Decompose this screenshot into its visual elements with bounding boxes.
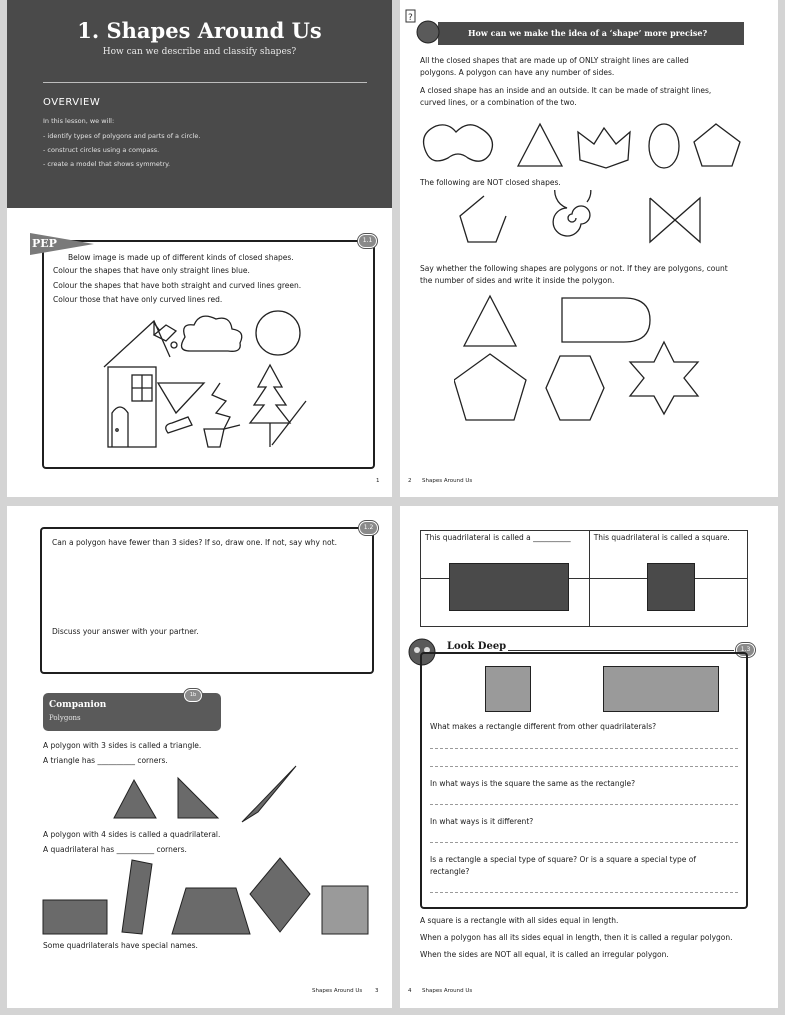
look-deep-square — [485, 666, 531, 712]
polygon-question: Can a polygon have fewer than 3 sides? If so, draw one. If not, say why not. — [52, 538, 337, 547]
essential-question: How can we make the idea of a ‘shape’ more precise? — [468, 28, 708, 38]
polygon-task-shapes — [454, 290, 714, 430]
example-rectangle — [43, 900, 107, 934]
airplane-shape — [154, 323, 176, 341]
look-deep-question: Is a rectangle a special type of square? Or is a square a special type of — [430, 855, 697, 864]
example-scalene-triangle — [242, 766, 296, 822]
triangle-shape — [158, 383, 204, 413]
lesson-header — [7, 0, 392, 208]
page-folio: 4 — [408, 988, 412, 994]
example-parallelogram — [122, 860, 152, 934]
quadrilateral-examples — [40, 856, 370, 940]
overview-title: OVERVIEW — [43, 97, 101, 108]
polygon-task: Say whether the following shapes are polygons or not. If they are polygons, count — [420, 264, 728, 273]
pep-scene-drawing — [90, 305, 320, 455]
closed-shape-text: curved lines, or a combination of the two. — [420, 98, 577, 107]
thinker-icon — [404, 8, 444, 48]
pep-instruction: Below image is made up of different kinds of closed shapes. — [68, 253, 294, 262]
look-deep-question: rectangle? — [430, 867, 470, 876]
companion-title: Companion — [49, 700, 107, 710]
pentagon-outline — [694, 124, 740, 166]
regular-polygon-note: When a polygon has all its sides equal in length, then it is called a regular polygon. — [420, 933, 733, 942]
polygon-task: the number of sides and write it inside the polygon. — [420, 276, 615, 285]
flowerpot-shape — [204, 429, 224, 447]
bowtie-shape — [650, 198, 700, 242]
pep-instruction: Colour those that have only curved lines red. — [53, 295, 223, 304]
running-head: Shapes Around Us — [312, 988, 363, 994]
look-deep-question: In what ways is it different? — [430, 817, 534, 826]
tree-shape — [250, 365, 290, 423]
triangle-corners: A triangle has __________ corners. — [43, 756, 168, 765]
irregular-polygon-note: When the sides are NOT all equal, it is called an irregular polygon. — [420, 950, 669, 959]
triangle-outline — [518, 124, 562, 166]
answer-line[interactable] — [430, 842, 738, 843]
look-deep-question: In what ways is the square the same as the rectangle? — [430, 779, 636, 788]
quadrilateral-definition: A polygon with 4 sides is called a quadrilateral. — [43, 830, 221, 839]
companion-subtitle: Polygons — [49, 714, 81, 722]
discuss-prompt: Discuss your answer with your partner. — [52, 627, 199, 636]
page-folio: 2 — [408, 478, 412, 484]
spiral-shape — [553, 190, 591, 236]
pep-instruction: Colour the shapes that have only straight lines blue. — [53, 266, 250, 275]
task-pentagon — [454, 354, 526, 420]
triangle-definition: A polygon with 3 sides is called a triangle. — [43, 741, 202, 750]
bird-shape — [166, 417, 192, 433]
example-trapezoid — [172, 888, 250, 934]
task-hexagon — [546, 356, 604, 420]
page-folio: 1 — [376, 478, 380, 484]
blob-shape — [424, 125, 493, 161]
pep-label: PEP — [32, 237, 57, 250]
header-divider — [43, 82, 367, 83]
example-right-triangle — [178, 778, 218, 818]
activity-badge: 1.1 — [358, 234, 377, 248]
task-triangle — [464, 296, 516, 346]
activity-badge: 1.3 — [736, 643, 755, 657]
open-shapes-row — [454, 190, 714, 254]
not-closed-label: The following are NOT closed shapes. — [420, 178, 561, 187]
task-star — [630, 342, 698, 414]
task-d-shape — [562, 298, 650, 342]
plant-stem — [212, 383, 240, 429]
closed-shape-text: A closed shape has an inside and an outside. It can be made of straight lines, — [420, 86, 712, 95]
look-deep-rule — [508, 650, 734, 651]
companion-badge: 1b — [184, 689, 202, 702]
answer-line[interactable] — [430, 766, 738, 767]
lesson-subtitle: How can we describe and classify shapes? — [102, 47, 297, 57]
polygon-definition: polygons. A polygon can have any number of sides. — [420, 68, 615, 77]
answer-line[interactable] — [430, 892, 738, 893]
activity-badge: 1.2 — [359, 521, 378, 535]
overview-item: - construct circles using a compass. — [43, 146, 160, 154]
polygon-definition: All the closed shapes that are made up of ONLY straight lines are called — [420, 56, 689, 65]
look-deep-question: What makes a rectangle different from other quadrilaterals? — [430, 722, 657, 731]
pentagon-notched — [578, 128, 630, 168]
table-square — [647, 563, 695, 611]
table-rectangle — [449, 563, 569, 611]
example-rhombus — [250, 858, 310, 932]
overview-intro: In this lesson, we will: — [43, 117, 115, 125]
square-note: A square is a rectangle with all sides equal in length. — [420, 916, 619, 925]
look-deep-title: Look Deep — [447, 641, 507, 652]
running-head: Shapes Around Us — [422, 478, 473, 484]
ellipse-outline — [649, 124, 679, 168]
look-deep-rectangle — [603, 666, 719, 712]
triangle-examples — [100, 764, 310, 826]
sun-circle — [256, 311, 300, 355]
page-folio: 3 — [375, 988, 379, 994]
cloud-shape — [181, 316, 241, 351]
quadrilateral-corners: A quadrilateral has __________ corners. — [43, 845, 187, 854]
example-isosceles-triangle — [114, 780, 156, 818]
table-header-left: This quadrilateral is called a __________ — [421, 531, 590, 579]
open-pentagon — [460, 196, 506, 242]
example-square — [322, 886, 368, 934]
overview-item: - identify types of polygons and parts of a circle. — [43, 132, 201, 140]
answer-line[interactable] — [430, 804, 738, 805]
running-head: Shapes Around Us — [422, 988, 473, 994]
question-frame — [40, 527, 374, 674]
lesson-title: 1. Shapes Around Us — [77, 18, 322, 43]
house-door — [112, 407, 128, 447]
special-names-note: Some quadrilaterals have special names. — [43, 941, 198, 950]
overview-item: - create a model that shows symmetry. — [43, 160, 171, 168]
answer-line[interactable] — [430, 748, 738, 749]
house-roof — [104, 321, 170, 367]
svg-text:?: ? — [408, 13, 413, 23]
question-banner — [438, 22, 744, 45]
pep-instruction: Colour the shapes that have both straight and curved lines green. — [53, 281, 302, 290]
closed-shapes-row — [418, 114, 748, 174]
table-header-right: This quadrilateral is called a square. — [589, 531, 747, 579]
